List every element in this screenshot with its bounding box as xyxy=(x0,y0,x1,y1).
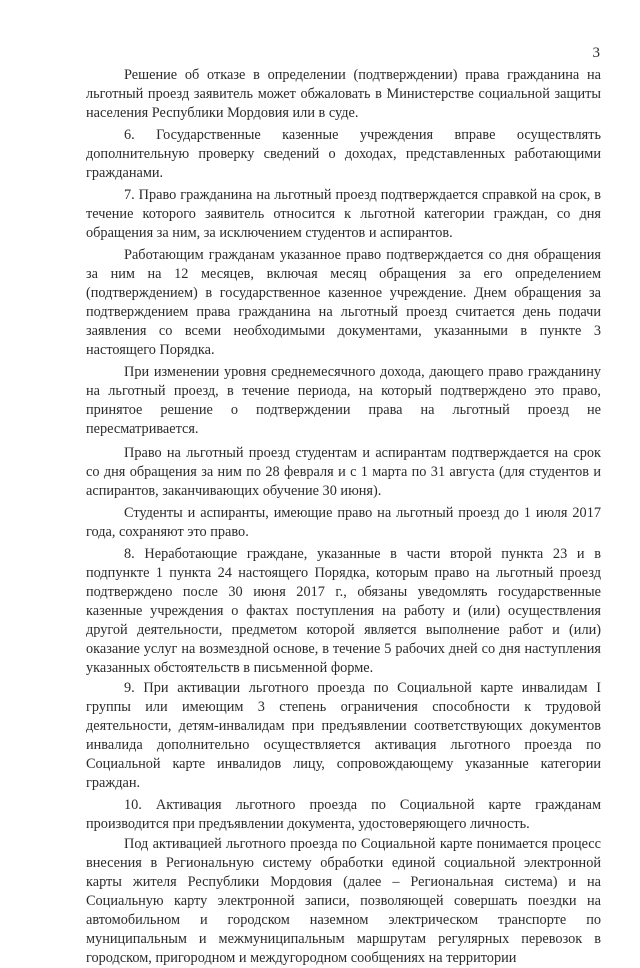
paragraph-8: 8. Неработающие граждане, указанные в части второй пункта 23 и в подпункте 1 пункта 24 настоящего Порядка, которым право на льготный проезд подтверждено после 30 июня 2017 г., обязаны уведомлять государственные казенные учреждения о фактах поступления на работу и (или) осуществления другой деятельности, предметом которой является выполнение работ и (или) оказание услуг на возмездной основе, в течение 5 рабочих дней со дня наступления указанных обстоятельств в письменной форме. xyxy=(86,546,601,676)
paragraph-7: 7. Право гражданина на льготный проезд подтверждается справкой на срок, в течение которого заявитель относится к льготной категории граждан, со дня обращения за ним, за исключением студентов и аспирантов. xyxy=(86,187,601,241)
document-body xyxy=(86,66,601,968)
paragraph-10: 10. Активация льготного проезда по Социальной карте гражданам производится при предъявлении документа, удостоверяющего личность. xyxy=(86,797,601,832)
paragraph-9: 9. При активации льготного проезда по Социальной карте инвалидам I группы или имеющим 3 степень ограничения способности к трудовой деятельности, детям-инвалидам при предъявлении соответствующих документов инвалида дополнительно осуществляется активация льготного проезда по Социальной карте инвалидов лицу, сопровождающему указанные категории граждан. xyxy=(86,680,601,791)
paragraph-6: 6. Государственные казенные учреждения вправе осуществлять дополнительную проверку сведений о доходах, представленных работающими гражданами. xyxy=(86,127,601,181)
paragraph-students-retain: Студенты и аспиранты, имеющие право на льготный проезд до 1 июля 2017 года, сохраняют это право. xyxy=(86,505,601,540)
paragraph-appeal: Решение об отказе в определении (подтверждении) права гражданина на льготный проезд заявитель может обжаловать в Министерстве социальной защиты населения Республики Мордовия или в суде. xyxy=(86,67,601,121)
paragraph-working-citizens: Работающим гражданам указанное право подтверждается со дня обращения за ним на 12 месяцев, включая месяц обращения за его определением (подтверждением) в государственное казенное учреждение. Днем обращения за подтверждением права гражданина на льготный проезд считается день подачи заявления со всеми необходимыми документами, указанными в пункте 3 настоящего Порядка. xyxy=(86,247,601,358)
page-number: 3 xyxy=(592,45,600,61)
paragraph-activation-definition: Под активацией льготного проезда по Социальной карте понимается процесс внесения в Региональную систему обработки единой социальной электронной карты жителя Республики Мордовия (далее – Региональная система) и на Социальную карту электронной записи, позволяющей совершать поездки на автомобильном и городском наземном электрическом транспорте по муниципальным и межмуниципальным маршрутам регулярных перевозок в городском, пригородном и междугородном сообщениях на территории xyxy=(86,836,601,966)
paragraph-students-term: Право на льготный проезд студентам и аспирантам подтверждается на срок со дня обращения за ним по 28 февраля и с 1 марта по 31 августа (для студентов и аспирантов, заканчивающих обучение 30 июня). xyxy=(86,445,601,499)
paragraph-income-change: При изменении уровня среднемесячного дохода, дающего право гражданину на льготный проезд, в течение периода, на который подтверждено это право, принятое решение о подтверждении права на льготный проезд не пересматривается. xyxy=(86,364,601,437)
